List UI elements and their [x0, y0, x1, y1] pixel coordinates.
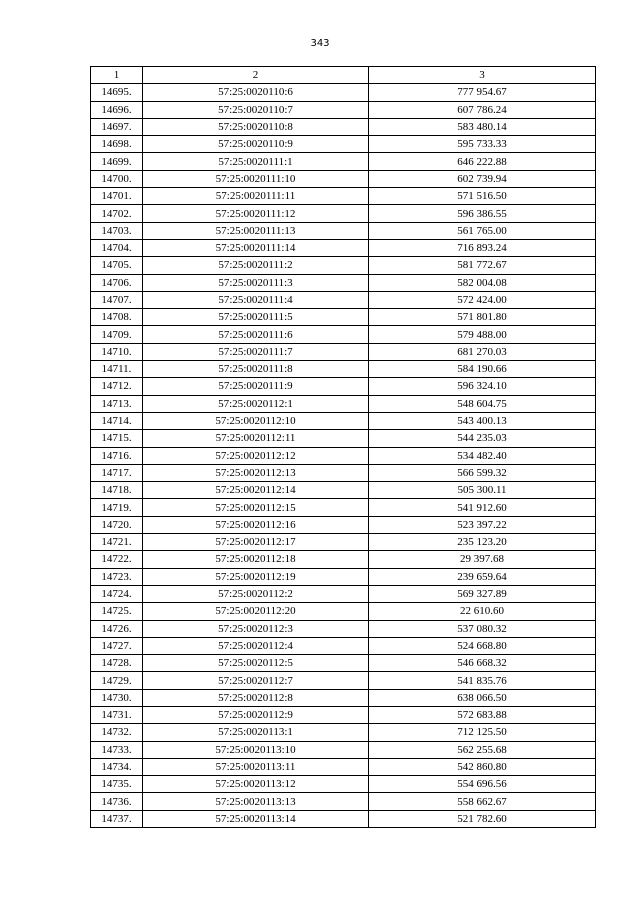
table-row: [91, 672, 596, 689]
row-number-cell: 14702.: [91, 205, 143, 222]
cadastral-number-cell: 57:25:0020112:11: [143, 430, 369, 447]
row-number-cell: 14713.: [91, 395, 143, 412]
table-row: [91, 395, 596, 412]
row-number-cell: 14705.: [91, 257, 143, 274]
cadastral-number-cell: 57:25:0020111:5: [143, 309, 369, 326]
cadastral-number-cell: 57:25:0020111:2: [143, 257, 369, 274]
cadastral-value-cell: 582 004.08: [369, 274, 596, 291]
cadastral-value-cell: 571 516.50: [369, 188, 596, 205]
table-row: [91, 603, 596, 620]
cadastral-value-cell: 546 668.32: [369, 655, 596, 672]
cadastral-value-cell: 562 255.68: [369, 741, 596, 758]
row-number-cell: 14735.: [91, 776, 143, 793]
cadastral-number-cell: 57:25:0020110:9: [143, 136, 369, 153]
cadastral-number-cell: 57:25:0020112:9: [143, 706, 369, 723]
cadastral-value-cell: 561 765.00: [369, 222, 596, 239]
table-row: [91, 343, 596, 360]
cadastral-value-cell: 602 739.94: [369, 170, 596, 187]
cadastral-number-cell: 57:25:0020112:13: [143, 464, 369, 481]
cadastral-value-cell: 638 066.50: [369, 689, 596, 706]
cadastral-number-cell: 57:25:0020111:8: [143, 361, 369, 378]
cadastral-number-cell: 57:25:0020112:18: [143, 551, 369, 568]
row-number-cell: 14700.: [91, 170, 143, 187]
table-row: [91, 430, 596, 447]
row-number-cell: 14730.: [91, 689, 143, 706]
cadastral-number-cell: 57:25:0020113:10: [143, 741, 369, 758]
row-number-cell: 14699.: [91, 153, 143, 170]
cadastral-number-cell: 57:25:0020112:3: [143, 620, 369, 637]
cadastral-value-cell: 595 733.33: [369, 136, 596, 153]
row-number-cell: 14707.: [91, 291, 143, 308]
table-row: [91, 689, 596, 706]
column-header-2: 2: [143, 67, 369, 84]
row-number-cell: 14718.: [91, 482, 143, 499]
cadastral-number-cell: 57:25:0020111:14: [143, 239, 369, 256]
cadastral-value-cell: 581 772.67: [369, 257, 596, 274]
table-row: [91, 620, 596, 637]
table-row: [91, 309, 596, 326]
row-number-cell: 14721.: [91, 534, 143, 551]
row-number-cell: 14729.: [91, 672, 143, 689]
table-row: [91, 551, 596, 568]
cadastral-number-cell: 57:25:0020110:8: [143, 118, 369, 135]
table-row: [91, 655, 596, 672]
cadastral-number-cell: 57:25:0020113:14: [143, 810, 369, 827]
table-row: [91, 464, 596, 481]
cadastral-number-cell: 57:25:0020113:11: [143, 758, 369, 775]
row-number-cell: 14701.: [91, 188, 143, 205]
table-row: [91, 637, 596, 654]
cadastral-number-cell: 57:25:0020111:10: [143, 170, 369, 187]
table-row: [91, 568, 596, 585]
row-number-cell: 14734.: [91, 758, 143, 775]
cadastral-number-cell: 57:25:0020113:12: [143, 776, 369, 793]
row-number-cell: 14698.: [91, 136, 143, 153]
table-row: [91, 741, 596, 758]
table-row: [91, 326, 596, 343]
cadastral-number-cell: 57:25:0020112:10: [143, 412, 369, 429]
table-row: [91, 188, 596, 205]
cadastral-value-cell: 583 480.14: [369, 118, 596, 135]
cadastral-value-table: [90, 66, 596, 828]
cadastral-value-cell: 544 235.03: [369, 430, 596, 447]
table-row: [91, 118, 596, 135]
cadastral-value-cell: 548 604.75: [369, 395, 596, 412]
row-number-cell: 14716.: [91, 447, 143, 464]
table-row: [91, 136, 596, 153]
cadastral-value-cell: 235 123.20: [369, 534, 596, 551]
cadastral-value-cell: 537 080.32: [369, 620, 596, 637]
table-row: [91, 239, 596, 256]
row-number-cell: 14704.: [91, 239, 143, 256]
cadastral-number-cell: 57:25:0020111:13: [143, 222, 369, 239]
cadastral-number-cell: 57:25:0020112:16: [143, 516, 369, 533]
cadastral-value-cell: 584 190.66: [369, 361, 596, 378]
cadastral-number-cell: 57:25:0020111:9: [143, 378, 369, 395]
table-row: [91, 361, 596, 378]
cadastral-value-cell: 521 782.60: [369, 810, 596, 827]
cadastral-number-cell: 57:25:0020110:7: [143, 101, 369, 118]
cadastral-number-cell: 57:25:0020111:11: [143, 188, 369, 205]
cadastral-value-cell: 523 397.22: [369, 516, 596, 533]
cadastral-value-cell: 558 662.67: [369, 793, 596, 810]
table-row: [91, 585, 596, 602]
cadastral-number-cell: 57:25:0020111:4: [143, 291, 369, 308]
cadastral-number-cell: 57:25:0020112:17: [143, 534, 369, 551]
cadastral-value-cell: 646 222.88: [369, 153, 596, 170]
cadastral-value-cell: 607 786.24: [369, 101, 596, 118]
cadastral-value-cell: 566 599.32: [369, 464, 596, 481]
table-row: [91, 101, 596, 118]
cadastral-value-cell: 572 424.00: [369, 291, 596, 308]
row-number-cell: 14732.: [91, 724, 143, 741]
cadastral-value-cell: 239 659.64: [369, 568, 596, 585]
row-number-cell: 14731.: [91, 706, 143, 723]
cadastral-number-cell: 57:25:0020112:20: [143, 603, 369, 620]
row-number-cell: 14709.: [91, 326, 143, 343]
row-number-cell: 14706.: [91, 274, 143, 291]
row-number-cell: 14714.: [91, 412, 143, 429]
cadastral-number-cell: 57:25:0020111:12: [143, 205, 369, 222]
cadastral-value-cell: 777 954.67: [369, 84, 596, 101]
cadastral-value-cell: 534 482.40: [369, 447, 596, 464]
cadastral-value-cell: 681 270.03: [369, 343, 596, 360]
cadastral-number-cell: 57:25:0020112:2: [143, 585, 369, 602]
cadastral-number-cell: 57:25:0020110:6: [143, 84, 369, 101]
cadastral-number-cell: 57:25:0020112:1: [143, 395, 369, 412]
table-row: [91, 482, 596, 499]
cadastral-value-cell: 579 488.00: [369, 326, 596, 343]
row-number-cell: 14715.: [91, 430, 143, 447]
row-number-cell: 14712.: [91, 378, 143, 395]
table-row: [91, 291, 596, 308]
table-row: [91, 170, 596, 187]
table-row: [91, 758, 596, 775]
cadastral-value-cell: 541 835.76: [369, 672, 596, 689]
table-header-row: [91, 67, 596, 84]
cadastral-value-cell: 716 893.24: [369, 239, 596, 256]
table-row: [91, 516, 596, 533]
cadastral-value-cell: 22 610.60: [369, 603, 596, 620]
row-number-cell: 14727.: [91, 637, 143, 654]
cadastral-value-cell: 541 912.60: [369, 499, 596, 516]
table-row: [91, 706, 596, 723]
cadastral-value-cell: 596 324.10: [369, 378, 596, 395]
row-number-cell: 14728.: [91, 655, 143, 672]
table-row: [91, 776, 596, 793]
row-number-cell: 14696.: [91, 101, 143, 118]
page-number: 343: [310, 38, 330, 49]
row-number-cell: 14717.: [91, 464, 143, 481]
row-number-cell: 14723.: [91, 568, 143, 585]
cadastral-number-cell: 57:25:0020112:5: [143, 655, 369, 672]
cadastral-number-cell: 57:25:0020112:4: [143, 637, 369, 654]
cadastral-number-cell: 57:25:0020112:15: [143, 499, 369, 516]
cadastral-value-cell: 505 300.11: [369, 482, 596, 499]
cadastral-value-cell: 543 400.13: [369, 412, 596, 429]
table-row: [91, 378, 596, 395]
table-row: [91, 153, 596, 170]
column-header-1: 1: [91, 67, 143, 84]
cadastral-value-cell: 554 696.56: [369, 776, 596, 793]
cadastral-number-cell: 57:25:0020113:1: [143, 724, 369, 741]
cadastral-number-cell: 57:25:0020113:13: [143, 793, 369, 810]
table-row: [91, 447, 596, 464]
row-number-cell: 14737.: [91, 810, 143, 827]
cadastral-value-cell: 596 386.55: [369, 205, 596, 222]
cadastral-value-cell: 712 125.50: [369, 724, 596, 741]
cadastral-number-cell: 57:25:0020111:6: [143, 326, 369, 343]
cadastral-value-cell: 542 860.80: [369, 758, 596, 775]
table-row: [91, 810, 596, 827]
row-number-cell: 14719.: [91, 499, 143, 516]
table-row: [91, 793, 596, 810]
column-header-3: 3: [369, 67, 596, 84]
cadastral-number-cell: 57:25:0020111:1: [143, 153, 369, 170]
table-row: [91, 205, 596, 222]
row-number-cell: 14695.: [91, 84, 143, 101]
table-row: [91, 499, 596, 516]
cadastral-number-cell: 57:25:0020112:19: [143, 568, 369, 585]
cadastral-value-cell: 29 397.68: [369, 551, 596, 568]
cadastral-number-cell: 57:25:0020112:12: [143, 447, 369, 464]
table-row: [91, 412, 596, 429]
cadastral-value-cell: 571 801.80: [369, 309, 596, 326]
row-number-cell: 14733.: [91, 741, 143, 758]
cadastral-number-cell: 57:25:0020111:3: [143, 274, 369, 291]
row-number-cell: 14724.: [91, 585, 143, 602]
row-number-cell: 14725.: [91, 603, 143, 620]
row-number-cell: 14736.: [91, 793, 143, 810]
cadastral-number-cell: 57:25:0020112:7: [143, 672, 369, 689]
row-number-cell: 14726.: [91, 620, 143, 637]
row-number-cell: 14720.: [91, 516, 143, 533]
table-row: [91, 534, 596, 551]
row-number-cell: 14710.: [91, 343, 143, 360]
row-number-cell: 14708.: [91, 309, 143, 326]
cadastral-number-cell: 57:25:0020112:14: [143, 482, 369, 499]
cadastral-value-cell: 569 327.89: [369, 585, 596, 602]
table-row: [91, 84, 596, 101]
cadastral-value-cell: 524 668.80: [369, 637, 596, 654]
table-row: [91, 274, 596, 291]
table-row: [91, 257, 596, 274]
row-number-cell: 14722.: [91, 551, 143, 568]
cadastral-value-cell: 572 683.88: [369, 706, 596, 723]
row-number-cell: 14703.: [91, 222, 143, 239]
cadastral-number-cell: 57:25:0020112:8: [143, 689, 369, 706]
table-row: [91, 724, 596, 741]
row-number-cell: 14711.: [91, 361, 143, 378]
cadastral-number-cell: 57:25:0020111:7: [143, 343, 369, 360]
table-row: [91, 222, 596, 239]
row-number-cell: 14697.: [91, 118, 143, 135]
